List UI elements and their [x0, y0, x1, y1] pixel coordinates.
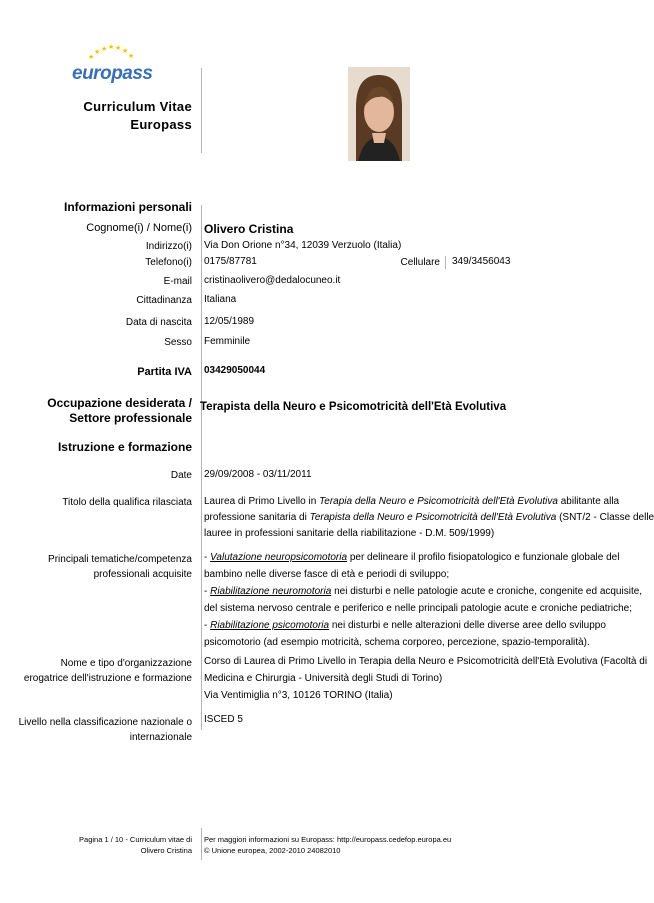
- cell-divider: [445, 256, 446, 269]
- email-value: cristinaolivero@dedalocuneo.it: [204, 275, 341, 286]
- name-value: Olivero Cristina: [204, 222, 294, 236]
- profile-photo: [348, 67, 410, 161]
- mobile-value: 349/3456043: [452, 256, 511, 267]
- level-label: Livello nella classificazione nazionale o internazionale: [18, 717, 192, 743]
- address-value: Via Don Orione n°34, 12039 Verzuolo (Italia): [204, 240, 402, 251]
- birth-value: 12/05/1989: [204, 316, 255, 327]
- birth-label: Data di nascita: [125, 317, 192, 328]
- qualification-label: Titolo della qualifica rilasciata: [62, 497, 192, 508]
- date-value: 29/09/2008 - 03/11/2011: [204, 469, 312, 480]
- footer-europass-info: Per maggiori informazioni su Europass: http://europass.cedefop.europa.eu © Unione europea, 2002-2010 24082010: [204, 835, 452, 855]
- citizenship-value: Italiana: [204, 294, 237, 305]
- level-value: ISCED 5: [204, 714, 243, 725]
- section-education: Istruzione e formazione: [57, 440, 192, 454]
- qualification-value: Laurea di Primo Livello in Terapia della Neuro e Psicomotricità dell'Età Evolutiva abilitante alla professione sanitaria di Terapista della Neuro e Psicomotricità dell'Età Evolutiva (SNT/2 - Classe delle lauree in professioni sanitarie della riabilitazione - D.M. 509/1999): [204, 496, 654, 539]
- mobile-label: Cellulare: [400, 257, 440, 268]
- organization-label: Nome e tipo d'organizzazione erogatrice dell'istruzione e formazione: [23, 658, 192, 684]
- address-label: Indirizzo(i): [145, 241, 192, 252]
- skills-label: Principali tematiche/competenza professionali acquisite: [48, 554, 192, 580]
- footer-divider: [201, 828, 202, 860]
- occupation-value: Terapista della Neuro e Psicomotricità dell'Età Evolutiva: [200, 401, 507, 413]
- vat-value: 03429050044: [204, 365, 266, 376]
- cv-title: Curriculum Vitae Europass: [83, 99, 192, 132]
- date-label: Date: [170, 470, 192, 481]
- footer-page-info: Pagina 1 / 10 - Curriculum vitae di Olivero Cristina: [79, 835, 192, 855]
- sex-value: Femminile: [204, 336, 251, 347]
- column-divider: [201, 68, 202, 153]
- sex-label: Sesso: [164, 337, 192, 348]
- europass-logo: [66, 44, 186, 90]
- vat-label: Partita IVA: [137, 366, 192, 378]
- logo-euro: euro: [72, 63, 112, 84]
- name-label: Cognome(i) / Nome(i): [86, 222, 192, 234]
- star-circle-icon: ★ ★ ★ ★ ★ ★ ★: [88, 44, 135, 61]
- section-personal: Informazioni personali: [63, 200, 192, 214]
- phone-label: Telefono(i): [145, 257, 192, 268]
- column-divider: [201, 205, 202, 730]
- email-label: E-mail: [163, 276, 192, 287]
- skills-value: - Valutazione neuropsicomotoria per delineare il profilo fisiopatologico e funzionale globale del bambino nelle diverse fasce di età e periodi di sviluppo; - Riabilitazione neuromotoria nei disturbi e nelle patologie acute e croniche, congenite ed acquisite, del sistema nervoso centrale e periferico e nelle principali patologie acute e croniche pediatriche; - Riabilitazione psicomotoria nei disturbi e nelle alterazioni delle diverse aree dello sviluppo psicomotorio (ad esempio motricità, schema corporeo, percezione, spazio-temporalità).: [204, 552, 643, 648]
- organization-value: Corso di Laurea di Primo Livello in Terapia della Neuro e Psicomotricità dell'Età Evolutiva (Facoltà di Medicina e Chirurgia - Università degli Studi di Torino) Via Ventimiglia n°3, 10126 TORINO (Italia): [204, 656, 648, 701]
- citizenship-label: Cittadinanza: [136, 295, 192, 306]
- occupation-label: Occupazione desiderata / Settore professionale: [47, 396, 192, 425]
- phone-value: 0175/87781: [204, 256, 257, 267]
- logo-pass: pass: [111, 63, 153, 84]
